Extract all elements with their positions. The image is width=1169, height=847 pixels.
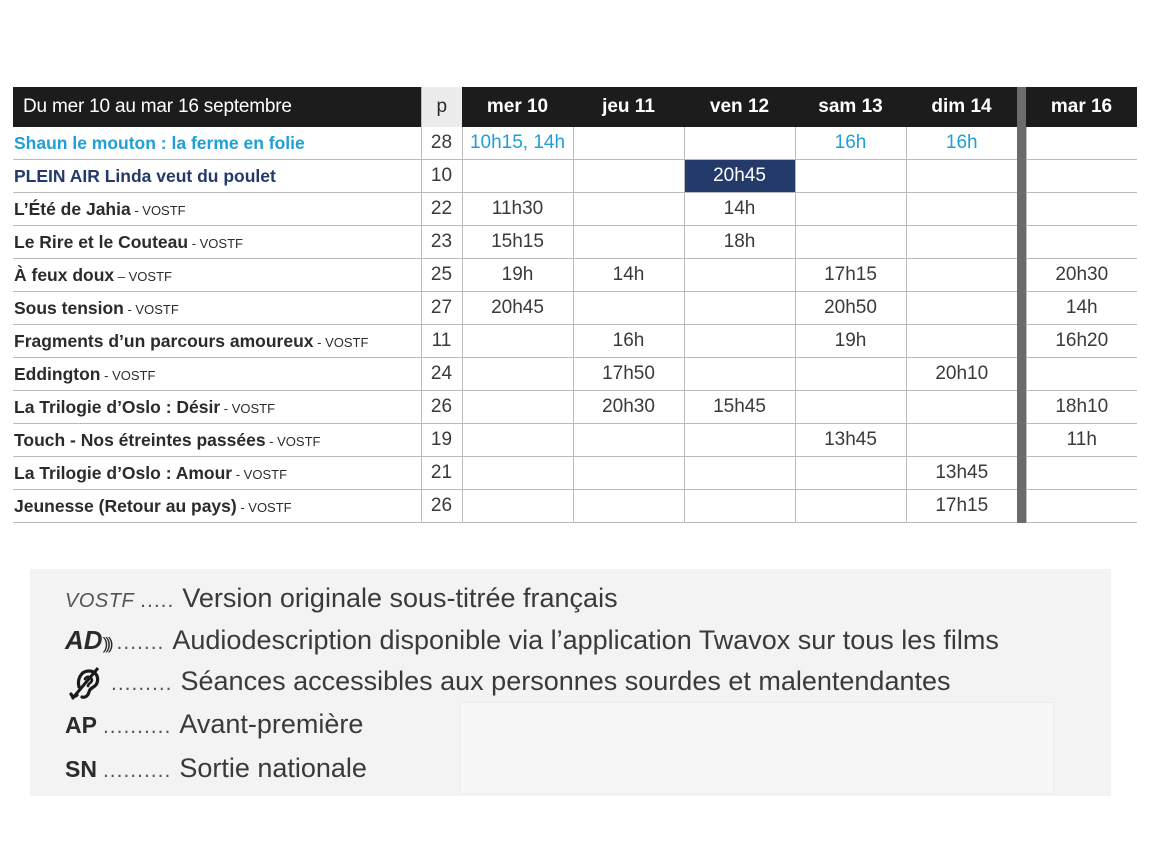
week-separator — [1017, 87, 1026, 127]
showtime-cell: 15h15 — [462, 226, 573, 259]
version-label: - VOSTF — [232, 466, 288, 482]
week-separator — [1017, 325, 1026, 358]
week-separator — [1017, 457, 1026, 490]
version-label: - VOSTF — [123, 301, 179, 317]
legend-row-sortie-nationale — [65, 753, 367, 784]
showtime-cell: 20h30 — [1026, 259, 1137, 292]
film-title-cell — [13, 490, 421, 523]
film-title: L’Été de Jahia — [14, 198, 131, 219]
page-number: 19 — [421, 424, 462, 457]
legend-text: Sortie nationale — [179, 753, 367, 783]
showtime-cell — [906, 424, 1017, 457]
film-title: PLEIN AIR Linda veut du poulet — [14, 165, 276, 186]
showtime-cell — [573, 490, 684, 523]
page-heading: p — [421, 87, 462, 127]
week-separator — [1017, 292, 1026, 325]
film-row — [13, 127, 1137, 160]
legend-panel — [30, 569, 1111, 796]
week-separator — [1017, 193, 1026, 226]
film-title: Fragments d’un parcours amoureux — [14, 330, 314, 351]
film-row — [13, 259, 1137, 292]
page-number: 26 — [421, 490, 462, 523]
showtime-cell — [1026, 457, 1137, 490]
day-heading: ven 12 — [684, 87, 795, 127]
showtime-cell: 14h — [684, 193, 795, 226]
leader-dots: .......... — [102, 715, 172, 738]
legend-row-audiodescription — [65, 625, 999, 656]
showtime-cell — [462, 325, 573, 358]
page-number: 27 — [421, 292, 462, 325]
page-number: 24 — [421, 358, 462, 391]
ap-key: AP — [65, 712, 97, 738]
legend-inner-box — [460, 702, 1054, 794]
showtime-cell — [573, 127, 684, 160]
film-title-cell — [13, 292, 421, 325]
showtime-cell — [684, 490, 795, 523]
showtime-cell: 16h — [795, 127, 906, 160]
version-label: – VOSTF — [114, 268, 172, 284]
showtime-cell — [906, 325, 1017, 358]
showtime-cell — [795, 457, 906, 490]
leader-dots: ......... — [111, 672, 173, 696]
showtime-cell — [906, 226, 1017, 259]
showtime-cell — [573, 457, 684, 490]
showtime-cell: 11h30 — [462, 193, 573, 226]
week-separator — [1017, 127, 1026, 160]
showtime-cell — [1026, 358, 1137, 391]
showtime-cell — [462, 391, 573, 424]
showtime-cell: 17h50 — [573, 358, 684, 391]
film-title-cell — [13, 226, 421, 259]
film-title: La Trilogie d’Oslo : Amour — [14, 462, 233, 483]
showtime-cell — [573, 193, 684, 226]
legend-text: Avant-première — [179, 709, 364, 739]
showtime-cell — [573, 292, 684, 325]
showtime-cell — [573, 160, 684, 193]
showtime-cell: 15h45 — [684, 391, 795, 424]
showtime-cell — [462, 424, 573, 457]
showtime-cell — [795, 358, 906, 391]
version-label: - VOSTF — [188, 235, 243, 251]
showtime-cell: 17h15 — [795, 259, 906, 292]
showtime-cell — [684, 127, 795, 160]
showtime-cell: 14h — [573, 259, 684, 292]
showtime-cell — [906, 292, 1017, 325]
showtime-cell — [906, 391, 1017, 424]
showtime-cell — [684, 325, 795, 358]
showtime-cell — [684, 358, 795, 391]
film-row — [13, 325, 1137, 358]
film-title-cell — [13, 358, 421, 391]
film-title: Le Rire et le Couteau — [14, 231, 189, 252]
ear-hearing-icon — [65, 665, 105, 701]
film-title: Shaun le mouton : la ferme en folie — [14, 132, 305, 153]
film-title: À feux doux — [14, 264, 115, 285]
week-separator — [1017, 226, 1026, 259]
showtime-cell — [795, 193, 906, 226]
page-number: 22 — [421, 193, 462, 226]
day-heading: dim 14 — [906, 87, 1017, 127]
film-title: Jeunesse (Retour au pays) — [14, 495, 237, 516]
showtime-cell — [573, 424, 684, 457]
showtime-cell: 13h45 — [795, 424, 906, 457]
page-number: 11 — [421, 325, 462, 358]
showtime-cell — [684, 424, 795, 457]
film-title-cell — [13, 259, 421, 292]
version-label: - VOSTF — [130, 202, 186, 218]
showtime-cell: 16h — [906, 127, 1017, 160]
showtime-cell: 18h — [684, 226, 795, 259]
film-title-cell — [13, 391, 421, 424]
legend-row-avant-premiere — [65, 709, 363, 740]
showtime-cell — [906, 160, 1017, 193]
showtime-cell: 11h — [1026, 424, 1137, 457]
day-heading: sam 13 — [795, 87, 906, 127]
schedule-table — [13, 87, 1137, 523]
showtime-cell: 18h10 — [1026, 391, 1137, 424]
page-number: 10 — [421, 160, 462, 193]
audiodescription-icon: AD))) — [65, 625, 111, 655]
showtime-cell — [684, 259, 795, 292]
showtime-cell: 20h50 — [795, 292, 906, 325]
showtime-cell: 20h30 — [573, 391, 684, 424]
showtime-cell — [462, 358, 573, 391]
showtime-cell — [462, 490, 573, 523]
showtime-cell — [1026, 490, 1137, 523]
showtime-cell — [462, 457, 573, 490]
showtime-cell — [462, 160, 573, 193]
film-row — [13, 160, 1137, 193]
film-row — [13, 457, 1137, 490]
leader-dots: .......... — [102, 759, 172, 782]
showtime-cell: 20h45 — [684, 160, 795, 193]
showtime-cell: 14h — [1026, 292, 1137, 325]
leader-dots: ....... — [116, 631, 165, 654]
version-label: - VOSTF — [100, 367, 156, 383]
day-heading: mar 16 — [1026, 87, 1137, 127]
showtime-cell: 10h15, 14h — [462, 127, 573, 160]
showtime-cell — [1026, 160, 1137, 193]
week-separator — [1017, 391, 1026, 424]
showtime-cell: 16h20 — [1026, 325, 1137, 358]
sn-key: SN — [65, 756, 97, 782]
version-label: - VOSTF — [236, 499, 292, 515]
legend-row-hearing — [65, 665, 951, 701]
film-title-cell — [13, 457, 421, 490]
showtime-cell — [1026, 193, 1137, 226]
legend-text: Séances accessibles aux personnes sourdes et malentendantes — [180, 666, 951, 697]
week-separator — [1017, 490, 1026, 523]
day-heading: jeu 11 — [573, 87, 684, 127]
legend-text: Audiodescription disponible via l’application Twavox sur tous les films — [172, 625, 999, 655]
showtime-cell — [1026, 226, 1137, 259]
showtime-cell — [684, 457, 795, 490]
showtime-cell: 20h45 — [462, 292, 573, 325]
film-row — [13, 292, 1137, 325]
showtime-cell — [795, 160, 906, 193]
film-row — [13, 358, 1137, 391]
showtime-cell: 13h45 — [906, 457, 1017, 490]
week-separator — [1017, 424, 1026, 457]
day-heading: mer 10 — [462, 87, 573, 127]
showtime-cell: 20h10 — [906, 358, 1017, 391]
week-separator — [1017, 358, 1026, 391]
showtime-cell — [1026, 127, 1137, 160]
film-title-cell — [13, 160, 421, 193]
showtime-cell: 17h15 — [906, 490, 1017, 523]
film-row — [13, 193, 1137, 226]
page-number: 21 — [421, 457, 462, 490]
film-title-cell — [13, 325, 421, 358]
showtime-cell — [795, 391, 906, 424]
week-separator — [1017, 259, 1026, 292]
showtime-cell — [906, 193, 1017, 226]
showtime-cell — [795, 226, 906, 259]
film-title-cell — [13, 127, 421, 160]
week-separator — [1017, 160, 1026, 193]
showtime-cell — [573, 226, 684, 259]
film-title: Eddington — [14, 363, 101, 384]
version-label: - VOSTF — [220, 400, 276, 416]
schedule-body — [13, 127, 1137, 523]
showtime-cell: 19h — [795, 325, 906, 358]
showtime-cell — [795, 490, 906, 523]
period-heading: Du mer 10 au mar 16 septembre — [13, 87, 421, 127]
film-row — [13, 226, 1137, 259]
film-title: Touch - Nos étreintes passées — [14, 429, 266, 450]
legend-text: Version originale sous-titrée français — [182, 583, 618, 613]
version-label: - VOSTF — [313, 334, 369, 350]
showtime-cell — [684, 292, 795, 325]
showtime-cell: 16h — [573, 325, 684, 358]
page-number: 25 — [421, 259, 462, 292]
page-number: 28 — [421, 127, 462, 160]
legend-row-vostf — [65, 583, 618, 614]
showtime-cell: 19h — [462, 259, 573, 292]
film-title-cell — [13, 193, 421, 226]
film-title: Sous tension — [14, 297, 124, 318]
schedule-header-row — [13, 87, 1137, 127]
leader-dots: ..... — [140, 589, 175, 612]
page-number: 26 — [421, 391, 462, 424]
version-label: - VOSTF — [265, 433, 321, 449]
sound-waves-icon: ))) — [102, 634, 111, 653]
film-row — [13, 490, 1137, 523]
page-number: 23 — [421, 226, 462, 259]
showtime-cell — [906, 259, 1017, 292]
vostf-key: VOSTF — [65, 590, 135, 612]
film-title: La Trilogie d’Oslo : Désir — [14, 396, 221, 417]
film-row — [13, 391, 1137, 424]
film-row — [13, 424, 1137, 457]
film-title-cell — [13, 424, 421, 457]
